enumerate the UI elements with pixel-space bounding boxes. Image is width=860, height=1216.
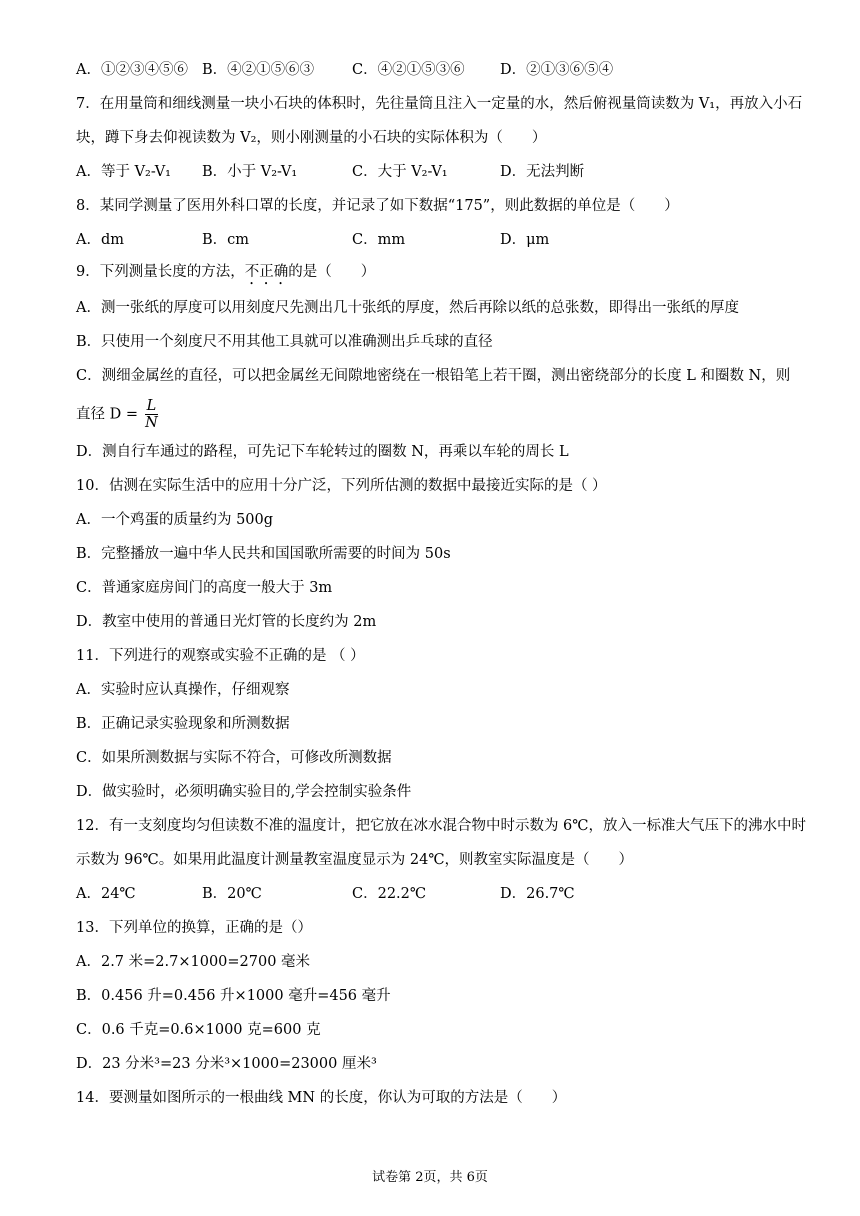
- q9-stem-post: 的是（ ）: [288, 264, 376, 280]
- page-footer: 试卷第 2页，共 6页: [372, 1170, 488, 1185]
- q6-option-d: D．②①③⑥⑤④: [500, 62, 614, 78]
- q13-stem: 13．下列单位的换算，正确的是（）: [76, 920, 312, 936]
- q10-option-a: A．一个鸡蛋的质量约为 500g: [76, 512, 274, 528]
- q11-stem: 11．下列进行的观察或实验不正确的是 （ ）: [76, 648, 365, 664]
- q12-stem-line1: 12．有一支刻度均匀但读数不准的温度计，把它放在冰水混合物中时示数为 6℃，放入一标准大气压下的沸水中时: [76, 818, 807, 834]
- fraction-denominator: N: [145, 415, 158, 431]
- q13-option-a: A．2.7 米=2.7×1000=2700 毫米: [76, 954, 311, 970]
- q13-option-d: D．23 分米³=23 分米³×1000=23000 厘米³: [76, 1056, 377, 1072]
- q12-option-b: B．20℃: [202, 886, 262, 902]
- q11-option-b: B．正确记录实验现象和所测数据: [76, 716, 290, 732]
- q7-option-c: C．大于 V₂-V₁: [352, 164, 448, 180]
- q8-option-c: C．mm: [352, 232, 406, 248]
- q11-option-a: A．实验时应认真操作，仔细观察: [76, 682, 290, 698]
- q8-option-b: B．cm: [202, 232, 250, 248]
- q13-option-c: C．0.6 千克=0.6×1000 克=600 克: [76, 1022, 321, 1038]
- q8-stem: 8．某同学测量了医用外科口罩的长度，并记录了如下数据“175”，则此数据的单位是（ ）: [76, 198, 679, 214]
- q6-option-b: B．④②①⑤⑥③: [202, 62, 315, 78]
- q6-option-a: A．①②③④⑤⑥: [76, 62, 188, 78]
- q12-option-a: A．24℃: [76, 886, 136, 902]
- diameter-formula-label: 直径 D =: [76, 406, 138, 423]
- q8-option-a: A．dm: [76, 232, 125, 248]
- q11-option-d: D．做实验时，必须明确实验目的,学会控制实验条件: [76, 784, 412, 800]
- q10-stem: 10．估测在实际生活中的应用十分广泛，下列所估测的数据中最接近实际的是（ ）: [76, 478, 607, 494]
- q12-stem-line2: 示数为 96℃。如果用此温度计测量教室温度显示为 24℃，则教室实际温度是（ ）: [76, 852, 634, 868]
- q8-option-d: D．μm: [500, 232, 550, 248]
- q10-option-b: B．完整播放一遍中华人民共和国国歌所需要的时间为 50s: [76, 546, 451, 562]
- diameter-fraction: [145, 398, 159, 431]
- q12-option-c: C．22.2℃: [352, 886, 427, 902]
- q7-option-a: A．等于 V₂-V₁: [76, 164, 171, 180]
- q9-option-c-line1: C．测细金属丝的直径，可以把金属丝无间隙地密绕在一根铅笔上若干圈，测出密绕部分的长度 L 和圈数 N，则: [76, 368, 791, 384]
- q9-option-a: A．测一张纸的厚度可以用刻度尺先测出几十张纸的厚度，然后再除以纸的总张数，即得出一张纸的厚度: [76, 300, 739, 316]
- q9-option-b: B．只使用一个刻度尺不用其他工具就可以准确测出乒乓球的直径: [76, 334, 493, 350]
- q13-option-b: B．0.456 升=0.456 升×1000 毫升=456 毫升: [76, 988, 391, 1004]
- q6-option-c: C．④②①⑤③⑥: [352, 62, 465, 78]
- q7-stem-line2: 块，蹲下身去仰视读数为 V₂，则小刚测量的小石块的实际体积为（ ）: [76, 130, 547, 146]
- q9-stem: [76, 262, 375, 288]
- q12-option-d: D．26.7℃: [500, 886, 575, 902]
- q7-option-d: D．无法判断: [500, 164, 585, 180]
- fraction-numerator: L: [146, 398, 157, 414]
- q7-option-b: B．小于 V₂-V₁: [202, 164, 298, 180]
- q9-stem-pre: 9．下列测量长度的方法，: [76, 264, 245, 280]
- q11-option-c: C．如果所测数据与实际不符合，可修改所测数据: [76, 750, 392, 766]
- q9-option-d: D．测自行车通过的路程，可先记下车轮转过的圈数 N，再乘以车轮的周长 L: [76, 444, 569, 460]
- q9-option-c-line2: [76, 398, 158, 431]
- q7-stem-line1: 7．在用量筒和细线测量一块小石块的体积时，先往量筒且注入一定量的水，然后俯视量筒读数为 V₁，再放入小石: [76, 96, 803, 112]
- q14-stem: 14．要测量如图所示的一根曲线 MN 的长度，你认为可取的方法是（ ）: [76, 1090, 567, 1106]
- q9-stem-emphasis: 不正确: [244, 264, 289, 280]
- q10-option-d: D．教室中使用的普通日光灯管的长度约为 2m: [76, 614, 377, 630]
- q10-option-c: C．普通家庭房间门的高度一般大于 3m: [76, 580, 333, 596]
